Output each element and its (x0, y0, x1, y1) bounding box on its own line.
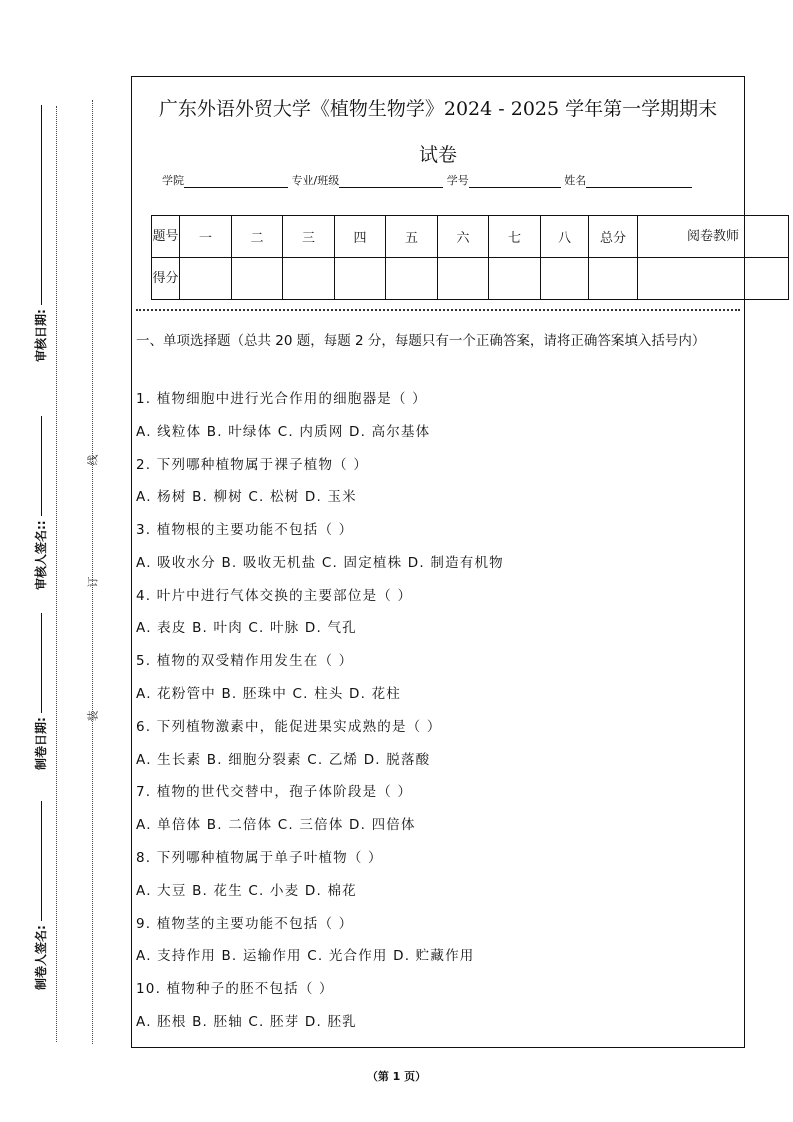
field-id-input[interactable] (469, 175, 561, 188)
score-cell[interactable] (541, 258, 589, 300)
score-row-label-tihao: 题号 (152, 216, 180, 258)
score-col-total: 总分 (589, 216, 638, 258)
score-cell[interactable] (438, 258, 489, 300)
page-number: （第 1 页） (366, 1070, 427, 1083)
binding-line-inner (92, 100, 93, 1044)
score-col-3: 三 (283, 216, 335, 258)
score-col-grader: 阅卷教师 (638, 216, 789, 258)
score-cell[interactable] (489, 258, 541, 300)
score-col-6: 六 (438, 216, 489, 258)
score-cell[interactable] (589, 258, 638, 300)
question-10: 10. 植物种子的胚不包括（ ） (136, 981, 334, 997)
exam-title (134, 86, 742, 178)
seal-char-zhuang: 装 (86, 710, 100, 722)
question-3: 3. 植物根的主要功能不包括（ ） (136, 522, 354, 538)
score-col-7: 七 (489, 216, 541, 258)
field-name-input[interactable] (586, 175, 692, 188)
options-6: A. 生长素 B. 细胞分裂素 C. 乙烯 D. 脱落酸 (136, 752, 431, 768)
binding-line-outer (56, 106, 57, 1042)
question-5: 5. 植物的双受精作用发生在（ ） (136, 653, 354, 669)
field-name-label: 姓名 (564, 174, 587, 187)
creator-sign-label: 制卷人签名: (32, 801, 49, 990)
student-info-row (162, 172, 692, 188)
options-8: A. 大豆 B. 花生 C. 小麦 D. 棉花 (136, 883, 357, 899)
options-4: A. 表皮 B. 叶肉 C. 叶脉 D. 气孔 (136, 620, 357, 636)
review-date-label: 审核日期: (32, 105, 49, 362)
options-10: A. 胚根 B. 胚轴 C. 胚芽 D. 胚乳 (136, 1014, 357, 1030)
field-id-label: 学号 (446, 174, 469, 187)
score-table (151, 215, 789, 300)
score-cell[interactable] (232, 258, 283, 300)
score-col-1: 一 (180, 216, 232, 258)
field-college-label: 学院 (162, 174, 184, 187)
section-heading: 一、单项选择题（总共 20 题，每题 2 分，每题只有一个正确答案，请将正确答案填入括号内） (136, 333, 706, 349)
options-3: A. 吸收水分 B. 吸收无机盐 C. 固定植株 D. 制造有机物 (136, 555, 504, 571)
options-2: A. 杨树 B. 柳树 C. 松树 D. 玉米 (136, 489, 357, 505)
score-col-5: 五 (386, 216, 438, 258)
score-cell[interactable] (180, 258, 232, 300)
score-row-label-defen: 得分 (152, 258, 180, 300)
question-6: 6. 下列植物激素中，能促进果实成熟的是（ ） (136, 719, 442, 735)
score-cell[interactable] (638, 258, 789, 300)
field-major-label: 专业/班级 (291, 174, 340, 187)
options-1: A. 线粒体 B. 叶绿体 C. 内质网 D. 高尔基体 (136, 424, 431, 440)
score-col-4: 四 (335, 216, 386, 258)
score-cell[interactable] (386, 258, 438, 300)
options-5: A. 花粉管中 B. 胚珠中 C. 柱头 D. 花柱 (136, 686, 401, 702)
options-9: A. 支持作用 B. 运输作用 C. 光合作用 D. 贮藏作用 (136, 948, 475, 964)
score-col-8: 八 (541, 216, 589, 258)
question-4: 4. 叶片中进行气体交换的主要部位是（ ） (136, 588, 413, 604)
reviewer-sign-label: 审核人签名:: (32, 416, 49, 590)
question-8: 8. 下列哪种植物属于单子叶植物（ ） (136, 850, 383, 866)
seal-char-ding: 订 (86, 576, 100, 588)
score-col-2: 二 (232, 216, 283, 258)
score-cell[interactable] (283, 258, 335, 300)
exam-title-line1: 广东外语外贸大学《植物生物学》2024 - 2025 学年第一学期期末 (158, 98, 718, 120)
field-college-input[interactable] (184, 175, 288, 188)
exam-title-line2: 试卷 (418, 144, 457, 166)
seal-char-xian: 线 (86, 454, 100, 466)
options-7: A. 单倍体 B. 二倍体 C. 三倍体 D. 四倍体 (136, 817, 416, 833)
question-2: 2. 下列哪种植物属于裸子植物（ ） (136, 457, 369, 473)
question-1: 1. 植物细胞中进行光合作用的细胞器是（ ） (136, 391, 427, 407)
question-9: 9. 植物茎的主要功能不包括（ ） (136, 916, 354, 932)
score-cell[interactable] (335, 258, 386, 300)
question-7: 7. 植物的世代交替中，孢子体阶段是（ ） (136, 784, 413, 800)
create-date-label: 制卷日期: (32, 613, 49, 770)
field-major-input[interactable] (339, 175, 443, 188)
dotted-separator (136, 309, 740, 311)
